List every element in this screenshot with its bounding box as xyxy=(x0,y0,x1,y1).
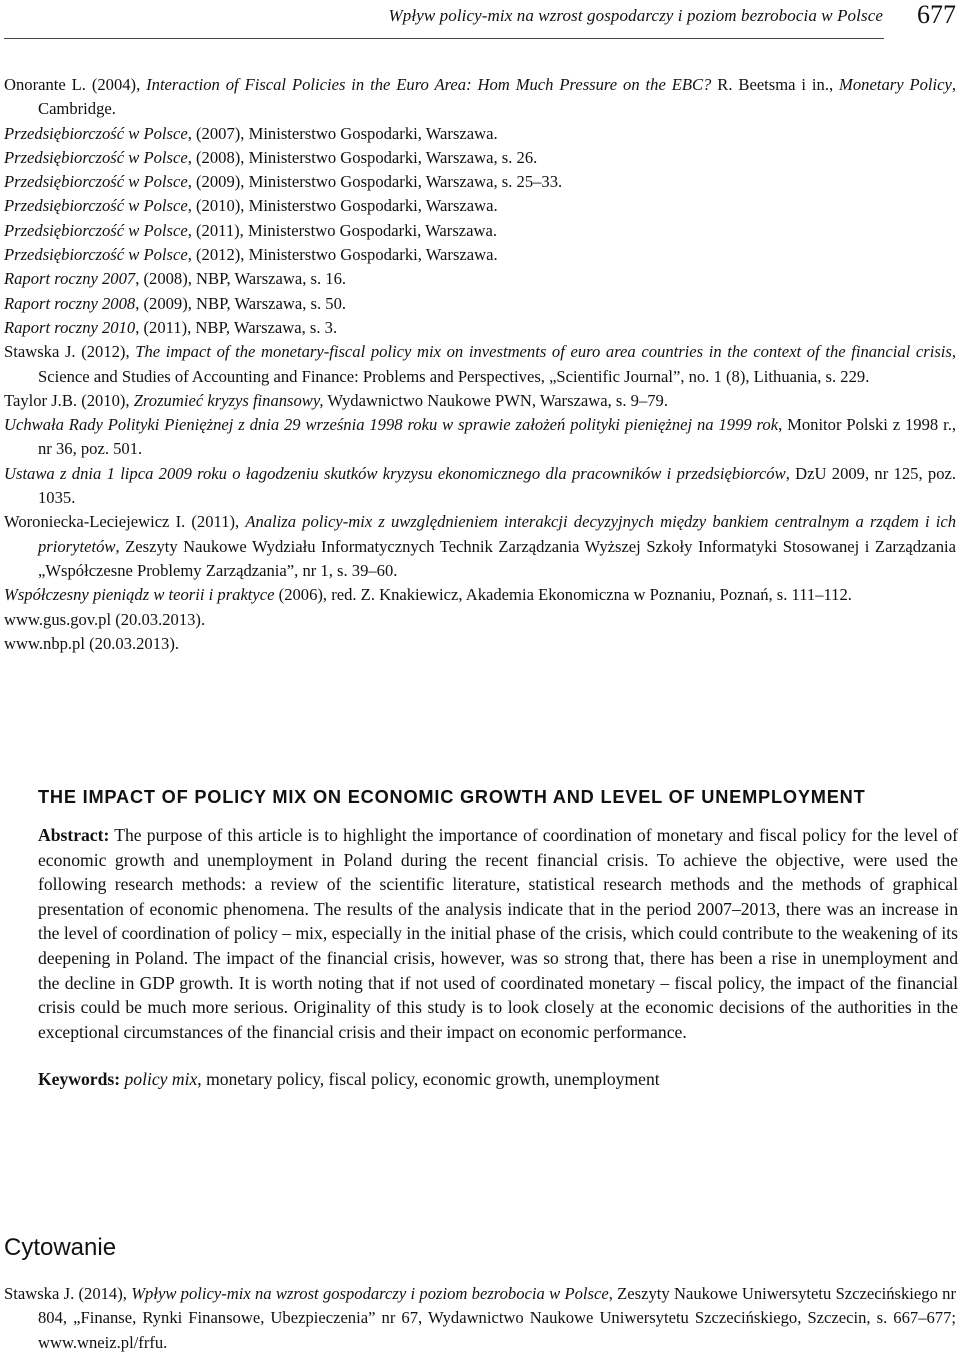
reference-text: , (2011), Ministerstwo Gospodarki, Warszawa. xyxy=(187,220,498,240)
reference-entry xyxy=(4,389,956,413)
reference-entry xyxy=(4,462,956,511)
citation-details: , Zeszyty Naukowe Uniwersytetu Szczecińskiego nr 804, „Finanse, Rynki Finansowe, Ubezpieczenia” nr 67, Wydawnictwo Naukowe Uniwersytetu Szczecińskiego, Szczecin, s. 667–677; www.wneiz.pl/frfu. xyxy=(38,1284,956,1352)
reference-title: Przedsiębiorczość w Polsce xyxy=(4,123,188,143)
reference-text: , Monitor Polski z 1998 r., nr 36, poz. 501. xyxy=(38,415,956,459)
running-header xyxy=(0,0,960,40)
reference-title: Raport roczny 2007 xyxy=(4,269,136,289)
reference-title: Analiza policy-mix z uwzględnieniem interakcji decyzyjnych między bankiem centralnym a rządem i ich priorytetów xyxy=(38,512,956,556)
reference-entry xyxy=(4,170,956,194)
reference-entry xyxy=(4,340,956,389)
reference-text: , Zeszyty Naukowe Wydziału Informatycznych Technik Zarządzania Wyższej Szkoły Informatyki Stosowanej i Zarządzania „Współczesne Problemy Zarządzania”, nr 1, s. 39–60. xyxy=(38,536,956,580)
reference-text: Woroniecka-Leciejewicz I. (2011), xyxy=(4,512,246,532)
reference-entry xyxy=(4,632,956,656)
reference-text: , (2009), NBP, Warszawa, s. 50. xyxy=(135,293,347,313)
reference-title: Ustawa z dnia 1 lipca 2009 roku o łagodzeniu skutków kryzysu ekonomicznego dla pracowników i przedsiębiorców xyxy=(4,463,786,483)
reference-entry xyxy=(4,292,956,316)
reference-title: Uchwała Rady Polityki Pieniężnej z dnia 29 września 1998 roku w sprawie założeń polityki pieniężnej na 1999 rok xyxy=(4,415,779,435)
reference-text: , (2010), Ministerstwo Gospodarki, Warszawa. xyxy=(187,196,498,216)
reference-entry xyxy=(4,267,956,291)
reference-text: , Cambridge. xyxy=(38,75,957,119)
keywords-line xyxy=(38,1067,958,1091)
citation-title: Wpływ policy-mix na wzrost gospodarczy i poziom bezrobocia w Polsce xyxy=(131,1284,609,1303)
reference-entry xyxy=(4,194,956,218)
reference-entry xyxy=(4,413,956,462)
reference-entry xyxy=(4,316,956,340)
reference-title: Raport roczny 2008 xyxy=(4,293,136,313)
reference-title: Zrozumieć kryzys finansowy, xyxy=(133,390,324,410)
abstract-paragraph xyxy=(38,823,958,1044)
abstract-body: The purpose of this article is to highlight the importance of coordination of monetary and fiscal policy for the level of economic growth and unemployment in Poland during the recent financial crisis. To achieve the objective, were used the following research methods: a review of the scientific literature, statistical research methods and the methods of graphical presentation of economic phenomena. The results of the analysis indicate that in the period 2007–2013, there was an increase in the level of coordination of policy – mix, especially in the initial phase of the crisis, which could contribute to the weakening of its deepening in Poland. The impact of the financial crisis, however, was so strong that, there has been a rise in unemployment and the decline in GDP growth. It is worth noting that if not used of coordinated monetary – fiscal policy, the impact of the financial crisis could be much more serious. Originality of this study is to look closely at the economic decisions of the authorities in the exceptional circumstances of the financial crisis and their impact on economic performance. xyxy=(38,825,959,1042)
reference-title: Przedsiębiorczość w Polsce xyxy=(4,147,188,167)
reference-title: Raport roczny 2010 xyxy=(4,317,136,337)
page-number: 677 xyxy=(917,0,956,29)
reference-text: , Science and Studies of Accounting and Finance: Problems and Perspectives, „Scientific Journal”, no. 1 (8), Lithuania, s. 229. xyxy=(38,342,956,386)
reference-title: Przedsiębiorczość w Polsce xyxy=(4,196,188,216)
reference-text: , (2008), Ministerstwo Gospodarki, Warszawa, s. 26. xyxy=(187,147,538,167)
reference-title: Monetary Policy xyxy=(839,75,952,94)
reference-entry xyxy=(4,146,956,170)
keywords-label: Keywords: xyxy=(38,1069,121,1090)
reference-text: , (2012), Ministerstwo Gospodarki, Warszawa. xyxy=(187,245,498,265)
reference-text: , DzU 2009, nr 125, poz. 1035. xyxy=(38,463,957,508)
reference-title: Przedsiębiorczość w Polsce xyxy=(4,220,188,240)
reference-text: www.gus.gov.pl (20.03.2013). xyxy=(4,609,206,629)
reference-text: (2006), red. Z. Knakiewicz, Akademia Ekonomiczna w Poznaniu, Poznań, s. 111–112. xyxy=(274,585,852,605)
reference-text: www.nbp.pl (20.03.2013). xyxy=(4,633,179,653)
reference-title: Przedsiębiorczość w Polsce xyxy=(4,172,188,192)
reference-entry xyxy=(4,608,956,632)
reference-text: Onorante L. (2004), xyxy=(4,75,147,94)
citation-entry xyxy=(4,1282,956,1355)
reference-title: Przedsiębiorczość w Polsce xyxy=(4,245,188,265)
reference-text: , (2011), NBP, Warszawa, s. 3. xyxy=(135,317,338,337)
reference-list xyxy=(4,73,956,656)
reference-text: , (2008), NBP, Warszawa, s. 16. xyxy=(135,269,347,289)
reference-entry xyxy=(4,510,956,583)
reference-text: R. Beetsma i in., xyxy=(711,75,840,94)
english-abstract-section xyxy=(38,785,958,1091)
reference-text: Wydawnictwo Naukowe PWN, Warszawa, s. 9–79. xyxy=(323,390,669,410)
reference-text: Stawska J. (2012), xyxy=(4,342,136,362)
reference-title: Interaction of Fiscal Policies in the Euro Area: Hom Much Pressure on the EBC? xyxy=(146,75,712,94)
reference-entry xyxy=(4,122,956,146)
running-title: Wpływ policy-mix na wzrost gospodarczy i poziom bezrobocia w Polsce xyxy=(388,6,883,25)
keyword-policy-mix: policy mix xyxy=(120,1069,198,1090)
english-title: THE IMPACT OF POLICY MIX ON ECONOMIC GROWTH AND LEVEL OF UNEMPLOYMENT xyxy=(38,787,866,807)
reference-text: Taylor J.B. (2010), xyxy=(4,390,134,410)
reference-title: The impact of the monetary-fiscal policy mix on investments of euro area countries in the context of the financial crisis xyxy=(135,342,952,362)
reference-entry xyxy=(4,219,956,243)
citation-heading: Cytowanie xyxy=(4,1234,117,1261)
abstract-label: Abstract: xyxy=(38,825,110,845)
reference-text: , (2009), Ministerstwo Gospodarki, Warszawa, s. 25–33. xyxy=(187,172,563,192)
citation-author: Stawska J. (2014), xyxy=(4,1284,132,1303)
reference-entry xyxy=(4,583,956,607)
reference-entry xyxy=(4,243,956,267)
reference-title: Współczesny pieniądz w teorii i praktyce xyxy=(4,585,275,605)
header-rule xyxy=(4,38,884,39)
reference-entry xyxy=(4,73,956,122)
keywords-rest: , monetary policy, fiscal policy, economic growth, unemployment xyxy=(197,1069,660,1090)
reference-text: , (2007), Ministerstwo Gospodarki, Warszawa. xyxy=(187,123,498,143)
